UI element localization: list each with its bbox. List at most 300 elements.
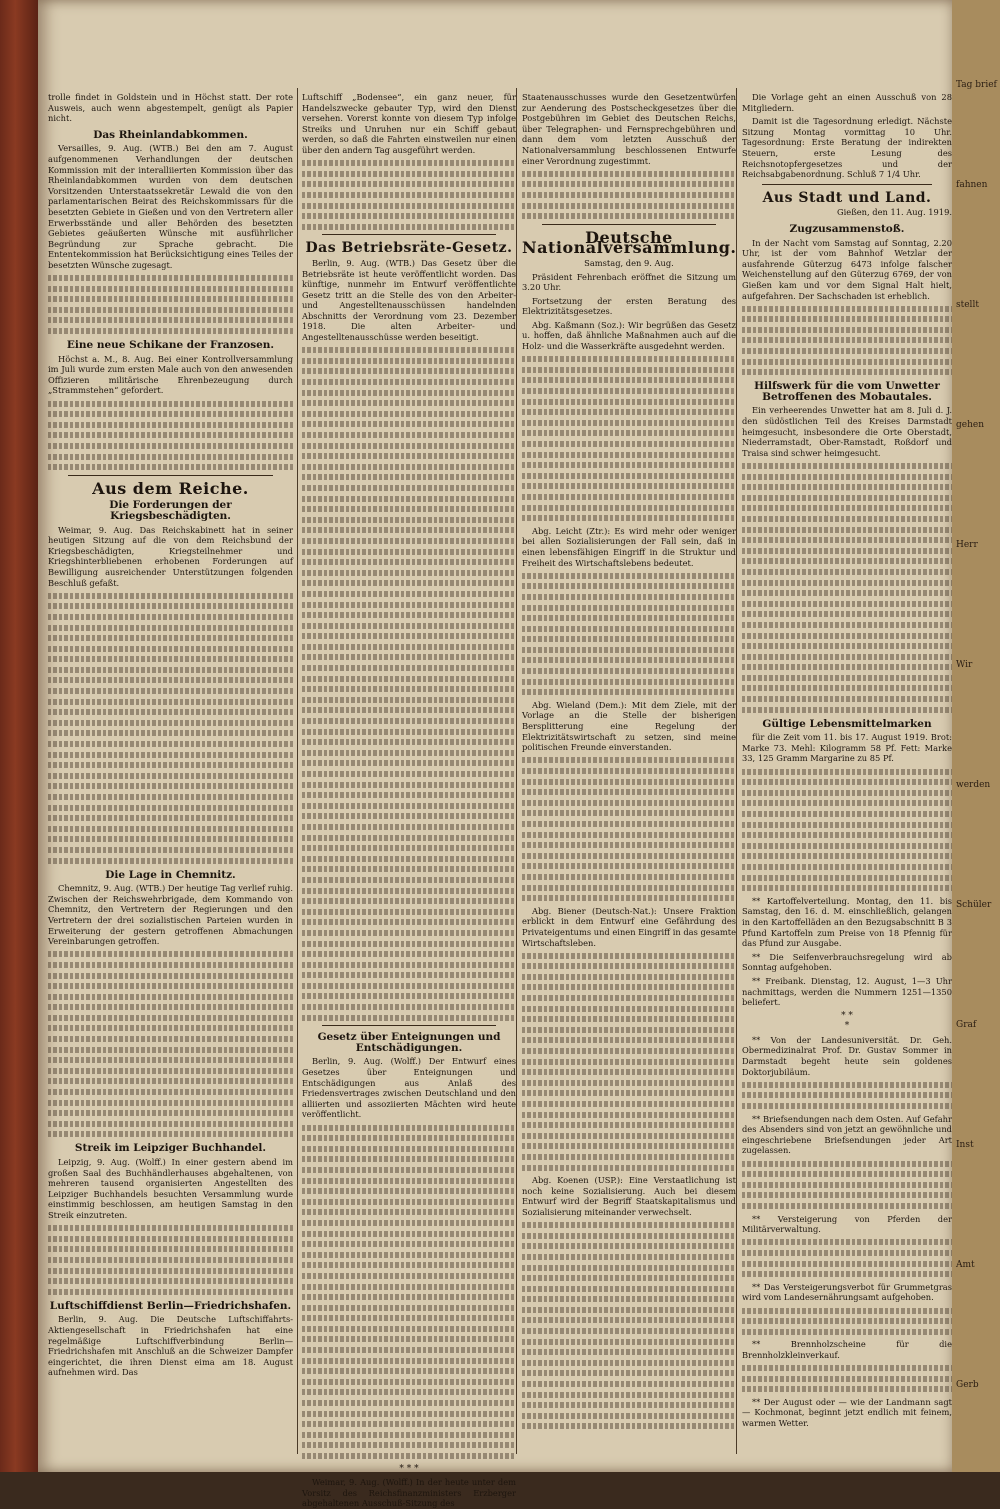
illegible-line <box>302 379 516 385</box>
article-text: für die Zeit vom 11. bis 17. August 1919. Brot: Marke 73. Mehl: Kilogramm 58 Pf. Fett: Marke 33, 125 Gramm Margarine zu 85 Pf. <box>742 732 952 764</box>
illegible-line <box>742 1250 952 1256</box>
illegible-line <box>522 1133 736 1139</box>
illegible-line <box>742 1092 952 1098</box>
illegible-line <box>48 1015 293 1021</box>
section-heading: Aus dem Reiche. <box>92 478 249 498</box>
illegible-line <box>48 1246 293 1252</box>
illegible-line <box>302 1379 516 1385</box>
illegible-line <box>302 729 516 735</box>
illegible-line <box>742 1203 952 1209</box>
headline: Die Forderungen der Kriegsbeschädigten. <box>109 499 232 522</box>
illegible-line <box>522 984 736 990</box>
illegible-line <box>302 192 516 198</box>
illegible-line <box>742 633 952 639</box>
illegible-line <box>742 484 952 490</box>
adjacent-page-text: gehen <box>956 420 985 430</box>
illegible-line <box>742 569 952 575</box>
illegible-line <box>522 420 736 426</box>
illegible-line <box>742 864 952 870</box>
illegible-line <box>522 1360 736 1366</box>
illegible-line <box>302 676 516 682</box>
illegible-line <box>742 558 952 564</box>
illegible-line <box>742 1318 952 1324</box>
illegible-line <box>48 677 293 683</box>
illegible-line <box>742 790 952 796</box>
illegible-line <box>48 296 293 302</box>
article-text: ** Versteigerung von Pferden der Militärverwaltung. <box>742 1213 952 1235</box>
illegible-line <box>742 316 952 322</box>
article-text: Weimar, 9. Aug. (Wolff.) In der heute unter dem Vorsitz des Reichsfinanzministers Erzberger abgehaltenen Ausschuß-Sitzung des <box>302 1477 516 1509</box>
illegible-line <box>48 432 293 438</box>
illegible-line <box>302 697 516 703</box>
illegible-line <box>522 1254 736 1260</box>
illegible-line <box>522 615 736 621</box>
illegible-line <box>522 1059 736 1065</box>
illegible-line <box>302 1294 516 1300</box>
illegible-line <box>742 611 952 617</box>
adjacent-page-text: Inst <box>956 1140 974 1150</box>
illegible-line <box>302 866 516 872</box>
illegible-line <box>522 842 736 848</box>
illegible-line <box>48 1289 293 1295</box>
article-text: ** Kartoffelverteilung. Montag, den 11. bis Samstag, den 16. d. M. einschließlich, gelangen in den Kartoffelläden an den Bezugsabschnitt B 3 Pfund Kartoffeln zum Preise von 18 Pfennig für das Pfund zur Ausgabe. <box>742 895 952 949</box>
book-binding <box>0 0 38 1472</box>
illegible-line <box>48 1004 293 1010</box>
article-text: Damit ist die Tagesordnung erledigt. Nächste Sitzung Montag vormittag 10 Uhr. Tagesordnung: Erste Beratung der indirekten Steuern, erste Lesung des Reichsnotopfergesetzes und der Reichsabgabenordnung. Schluß 7 1/4 Uhr. <box>742 116 952 180</box>
illegible-line <box>522 483 736 489</box>
illegible-line <box>302 1209 516 1215</box>
illegible-line <box>48 307 293 313</box>
illegible-line <box>742 474 952 480</box>
illegible-line <box>302 1241 516 1247</box>
illegible-line <box>742 822 952 828</box>
article-text: Abg. Koenen (USP.): Eine Verstaatlichung ist noch keine Sozialisierung. Auch bei diesem Entwurf wird der Begriff Staatskapitalismus und Sozialisierung miteinander verwechselt. <box>522 1175 736 1217</box>
illegible-line <box>522 1275 736 1281</box>
illegible-line <box>302 1262 516 1268</box>
illegible-line <box>302 644 516 650</box>
illegible-line <box>302 1178 516 1184</box>
illegible-line <box>742 1386 952 1392</box>
illegible-line <box>48 593 293 599</box>
illegible-line <box>48 741 293 747</box>
illegible-line <box>742 1082 952 1088</box>
article-text: In der Nacht vom Samstag auf Sonntag, 2.20 Uhr, ist der vom Bahnhof Wetzlar der ausfahrende Güterzug 6473 infolge falscher Weichenstellung auf den Güterzug 6769, der von Gießen kam und vor dem Signal Halt hielt, aufgefahren. Der Sachschaden ist erheblich. <box>742 237 952 301</box>
illegible-line <box>302 559 516 565</box>
illegible-line <box>302 527 516 533</box>
illegible-line <box>742 495 952 501</box>
illegible-line <box>302 213 516 219</box>
illegible-line <box>522 1016 736 1022</box>
section-divider <box>762 184 932 185</box>
article-text: ** Von der Landesuniversität. Dr. Geh. Obermedizinalrat Prof. Dr. Gustav Sommer in Darmstadt begeht heute sein goldenes Doktorjubiläum. <box>742 1034 952 1077</box>
illegible-line <box>48 858 293 864</box>
illegible-line <box>302 941 516 947</box>
illegible-line <box>522 181 736 187</box>
illegible-line <box>48 973 293 979</box>
illegible-line <box>522 995 736 1001</box>
illegible-line <box>302 358 516 364</box>
headline: Die Lage in Chemnitz. <box>105 868 236 881</box>
illegible-line <box>48 625 293 631</box>
illegible-line <box>742 505 952 511</box>
illegible-line <box>742 779 952 785</box>
article-text: Ein verheerendes Unwetter hat am 8. Juli d. J. den südöstlichen Teil des Kreises Darmstadt heimgesucht, insbesondere die Orte Oberstadt, Niederramstadt, Ober-Ramstadt, Roßdorf und Traisa sind schwer heimgesucht. <box>742 405 952 458</box>
headline: Gesetz über Enteignungen und Entschädigungen. <box>317 1031 501 1054</box>
column-rule <box>516 88 517 1454</box>
illegible-line <box>302 203 516 209</box>
illegible-line <box>742 306 952 312</box>
illegible-line <box>302 160 516 166</box>
adjacent-page-text: stellt <box>956 300 979 310</box>
section-divider <box>322 1025 496 1026</box>
illegible-line <box>48 783 293 789</box>
illegible-line <box>48 401 293 407</box>
illegible-line <box>522 1101 736 1107</box>
illegible-line <box>522 1122 736 1128</box>
illegible-line <box>522 1339 736 1345</box>
illegible-line <box>742 664 952 670</box>
article-text: Leipzig, 9. Aug. (Wolff.) In einer gestern abend im großen Saal des Buchhändlerhauses abgehaltenen, von mehreren tausend organisierten Angestellten des Leipziger Buchhandels besuchten Versammlung wurde einstimmig beschlossen, am heutigen Samstag in den Streik einzutreten. <box>48 1157 293 1220</box>
illegible-line <box>522 1154 736 1160</box>
illegible-line <box>742 580 952 586</box>
illegible-line <box>742 359 952 365</box>
illegible-line <box>522 1027 736 1033</box>
illegible-line <box>522 441 736 447</box>
illegible-line <box>522 367 736 373</box>
illegible-line <box>522 689 736 695</box>
illegible-line <box>48 805 293 811</box>
illegible-line <box>302 390 516 396</box>
illegible-line <box>522 1265 736 1271</box>
illegible-line <box>302 443 516 449</box>
illegible-line <box>742 843 952 849</box>
article-text: Abg. Wieland (Dem.): Mit dem Ziele, mit der Vorlage an die Stelle der bisherigen Bersplitterung eine Regelung der Elektrizitätswirtschaft zu setzen, sind meine politischen Freunde einverstanden. <box>522 699 736 753</box>
illegible-line <box>48 720 293 726</box>
illegible-line <box>48 709 293 715</box>
article-text: Berlin, 9. Aug. (Wolff.) Der Entwurf eines Gesetzes über Enteignungen und Entschädigungen aus Anlaß des Friedensvertrages zwischen Deutschland und den alliierten und assoziierten Mächten wird heute veröffentlicht. <box>302 1056 516 1120</box>
illegible-line <box>522 399 736 405</box>
column-2 <box>302 92 516 1509</box>
illegible-line <box>48 667 293 673</box>
illegible-line <box>48 773 293 779</box>
illegible-line <box>302 1015 516 1021</box>
illegible-line <box>522 626 736 632</box>
illegible-line <box>302 835 516 841</box>
illegible-line <box>302 1358 516 1364</box>
illegible-line <box>48 1078 293 1084</box>
illegible-line <box>48 688 293 694</box>
headline: Luftschiffdienst Berlin—Friedrichshafen. <box>49 1299 292 1312</box>
illegible-line <box>302 538 516 544</box>
illegible-line <box>742 537 952 543</box>
article-text: Weimar, 9. Aug. Das Reichskabinett hat in seiner heutigen Sitzung auf die von dem Reichsbund der Kriegsbeschädigten, Kriegsteilnehmer und Kriegshinterbliebenen erhobenen Forderungen auf Bewilligung ausreichender Unterstützungen folgenden Beschluß gefaßt. <box>48 524 293 588</box>
section-divider <box>68 475 273 476</box>
illegible-line <box>302 1252 516 1258</box>
illegible-line <box>742 622 952 628</box>
illegible-line <box>48 286 293 292</box>
illegible-line <box>522 1006 736 1012</box>
illegible-line <box>522 1243 736 1249</box>
illegible-line <box>302 612 516 618</box>
illegible-line <box>742 1239 952 1245</box>
illegible-line <box>48 826 293 832</box>
illegible-line <box>302 432 516 438</box>
article-text: Versailles, 9. Aug. (WTB.) Bei den am 7. August aufgenommenen Verhandlungen der deutschen Kommission mit der interalliierten Kommission über das Rheinlandabkommen wurden von dem deutschen Vorsitzenden Unterstaatssekretär Lewald die von den parlamentarischen Beirat des Reichskommissars für die besetzten Gebiete in Gießen und von den Vertretern aller Erwerbsstände und aller Behörden des besetzten Gebietes geäußerten Wünsche mit ausführlicher Begründung zur Sprache gebracht. Die Ententekommission hat Berücksichtigung eines Teiles der besetzten Wünsche zugesagt. <box>48 143 293 270</box>
illegible-line <box>302 623 516 629</box>
lead-paragraph: Luftschiff „Bodensee“, ein ganz neuer, für Handelszwecke gebauter Typ, wird den Dienst versehen. Vorerst konnte von diesem Typ infolge Streiks und Unruhen nur ein Schiff gebaut werden, so daß die Fahrten einstweilen nur einen über den andern Tag ausgeführt werden. <box>302 92 516 155</box>
illegible-line <box>522 377 736 383</box>
illegible-line <box>302 421 516 427</box>
illegible-line <box>302 845 516 851</box>
illegible-line <box>302 1199 516 1205</box>
illegible-line <box>522 1349 736 1355</box>
illegible-line <box>48 614 293 620</box>
illegible-line <box>742 769 952 775</box>
section-heading: Aus Stadt und Land. <box>762 189 932 206</box>
illegible-line <box>302 181 516 187</box>
illegible-line <box>522 1328 736 1334</box>
illegible-line <box>302 803 516 809</box>
illegible-line <box>302 224 516 230</box>
illegible-line <box>522 963 736 969</box>
illegible-line <box>48 422 293 428</box>
illegible-line <box>48 752 293 758</box>
illegible-line <box>302 1156 516 1162</box>
illegible-line <box>522 821 736 827</box>
illegible-line <box>742 1261 952 1267</box>
illegible-line <box>48 1025 293 1031</box>
illegible-line <box>522 974 736 980</box>
illegible-line <box>522 430 736 436</box>
illegible-line <box>742 654 952 660</box>
illegible-line <box>522 668 736 674</box>
illegible-line <box>522 388 736 394</box>
illegible-line <box>302 1453 516 1459</box>
illegible-line <box>48 454 293 460</box>
illegible-line <box>48 962 293 968</box>
illegible-line <box>302 1146 516 1152</box>
illegible-line <box>302 1167 516 1173</box>
article-text: ** Briefsendungen nach dem Osten. Auf Gefahr des Absenders sind von jetzt an gewöhnliche und eingeschriebene Briefsendungen jeder Art zugelassen. <box>742 1113 952 1156</box>
illegible-line <box>48 1036 293 1042</box>
illegible-line <box>522 1307 736 1313</box>
headline: Gültige Lebensmittelmarken <box>762 717 932 730</box>
illegible-line <box>522 768 736 774</box>
illegible-line <box>522 1296 736 1302</box>
section-heading: Deutsche Nationalversammlung. <box>522 227 737 258</box>
illegible-line <box>48 275 293 281</box>
illegible-line <box>522 779 736 785</box>
illegible-line <box>48 983 293 989</box>
illegible-line <box>302 888 516 894</box>
illegible-line <box>48 951 293 957</box>
illegible-line <box>302 1220 516 1226</box>
illegible-line <box>48 1089 293 1095</box>
illegible-line <box>302 813 516 819</box>
illegible-line <box>522 874 736 880</box>
illegible-line <box>48 1278 293 1284</box>
illegible-line <box>48 762 293 768</box>
illegible-line <box>302 750 516 756</box>
headline: Eine neue Schikane der Franzosen. <box>66 339 275 352</box>
illegible-line <box>302 1347 516 1353</box>
illegible-line <box>302 1305 516 1311</box>
illegible-line <box>302 171 516 177</box>
illegible-line <box>302 1368 516 1374</box>
illegible-line <box>48 328 293 334</box>
article-text: Samstag, den 9. Aug. <box>584 257 674 268</box>
adjacent-page-text: Gerb <box>956 1380 979 1390</box>
illegible-line <box>302 580 516 586</box>
illegible-line <box>302 654 516 660</box>
illegible-line <box>522 1317 736 1323</box>
illegible-line <box>522 647 736 653</box>
article-text: ** Das Versteigerungsverbot für Grummetgras wird vom Landesernährungsamt aufgehoben. <box>742 1281 952 1303</box>
illegible-line <box>302 760 516 766</box>
illegible-line <box>48 443 293 449</box>
adjacent-page-edge <box>952 0 1000 1472</box>
illegible-line <box>742 1376 952 1382</box>
column-rule <box>297 88 298 1454</box>
illegible-line <box>302 1326 516 1332</box>
adjacent-page-text: Wir <box>956 660 973 670</box>
illegible-line <box>522 1048 736 1054</box>
illegible-line <box>302 411 516 417</box>
illegible-line <box>742 1103 952 1109</box>
illegible-line <box>742 337 952 343</box>
article-text: ** Der August oder — wie der Landmann sagt — Kochmonat, beginnt jetzt endlich mit feinem, warmen Wetter. <box>742 1396 952 1429</box>
adjacent-page-text: Tag brief <box>956 80 997 90</box>
illegible-line <box>302 665 516 671</box>
illegible-line <box>742 1182 952 1188</box>
illegible-line <box>742 832 952 838</box>
illegible-line <box>522 573 736 579</box>
illegible-line <box>302 1135 516 1141</box>
illegible-line <box>302 1231 516 1237</box>
illegible-line <box>302 856 516 862</box>
adjacent-page-text: Herr <box>956 540 978 550</box>
illegible-line <box>742 348 952 354</box>
article-text: ** Freibank. Dienstag, 12. August, 1—3 Uhr nachmittags, werden die Nummern 1251—1350 beliefert. <box>742 975 952 1008</box>
illegible-line <box>522 885 736 891</box>
section-heading: Das Betriebsräte-Gesetz. <box>305 240 513 257</box>
illegible-line <box>742 675 952 681</box>
illegible-line <box>742 527 952 533</box>
lead-paragraph: Die Vorlage geht an einen Ausschuß von 28 Mitgliedern. <box>742 92 952 113</box>
adjacent-page-text: werden <box>956 780 991 790</box>
illegible-line <box>302 453 516 459</box>
illegible-line <box>302 1336 516 1342</box>
illegible-line <box>522 679 736 685</box>
illegible-line <box>522 1286 736 1292</box>
illegible-line <box>522 452 736 458</box>
article-text: Abg. Biener (Deutsch-Nat.): Unsere Fraktion erblickt in dem Entwurf eine Gefährdung des Privateigentums und einen Eingriff in das gesamte Wirtschaftsleben. <box>522 905 737 948</box>
illegible-line <box>48 815 293 821</box>
illegible-line <box>742 1171 952 1177</box>
illegible-line <box>48 1110 293 1116</box>
illegible-line <box>302 1400 516 1406</box>
illegible-line <box>48 1225 293 1231</box>
illegible-line <box>48 635 293 641</box>
illegible-line <box>302 771 516 777</box>
illegible-line <box>522 1165 736 1171</box>
section-divider <box>542 224 716 225</box>
illegible-line <box>522 1069 736 1075</box>
section-divider <box>322 234 496 235</box>
illegible-line <box>302 1411 516 1417</box>
illegible-line <box>302 474 516 480</box>
illegible-line <box>48 464 293 470</box>
column-rule <box>736 88 737 1454</box>
illegible-line <box>742 601 952 607</box>
illegible-line <box>302 718 516 724</box>
illegible-line <box>302 983 516 989</box>
illegible-line <box>742 685 952 691</box>
article-text: Fortsetzung der ersten Beratung des Elektrizitätsgesetzes. <box>522 295 736 317</box>
illegible-line <box>522 1413 736 1419</box>
illegible-line <box>742 548 952 554</box>
illegible-line <box>522 863 736 869</box>
illegible-line <box>522 1037 736 1043</box>
illegible-line <box>48 794 293 800</box>
illegible-line <box>302 877 516 883</box>
illegible-line <box>302 496 516 502</box>
illegible-line <box>522 409 736 415</box>
illegible-line <box>302 962 516 968</box>
illegible-line <box>522 1402 736 1408</box>
illegible-line <box>742 1271 952 1277</box>
illegible-line <box>48 994 293 1000</box>
illegible-line <box>302 368 516 374</box>
illegible-line <box>302 824 516 830</box>
illegible-line <box>302 464 516 470</box>
illegible-line <box>48 730 293 736</box>
illegible-line <box>742 875 952 881</box>
illegible-line <box>302 591 516 597</box>
headline: Hilfswerk für die vom Unwetter Betroffenen des Mobautales. <box>754 380 940 403</box>
illegible-line <box>302 1389 516 1395</box>
illegible-line <box>302 993 516 999</box>
illegible-line <box>742 643 952 649</box>
illegible-line <box>522 583 736 589</box>
adjacent-page-text: Schüler <box>956 900 992 910</box>
illegible-line <box>302 549 516 555</box>
illegible-line <box>48 1121 293 1127</box>
illegible-line <box>522 1392 736 1398</box>
illegible-line <box>48 1236 293 1242</box>
headline: Das Rheinlandabkommen. <box>93 128 248 141</box>
illegible-line <box>302 1125 516 1131</box>
column-1 <box>48 92 293 1491</box>
illegible-line <box>302 1004 516 1010</box>
article-text: Berlin, 9. Aug. (WTB.) Das Gesetz über die Betriebsräte ist heute veröffentlicht worden. Das künftige, nunmehr im Entwurf veröffentlichte Gesetz tritt an die Stelle des von den Arbeiter- und Angestelltenausschüssen handelnden Abschnitts der Verordnung vom 23. Dezember 1918. Die alten Arbeiter- und Angestelltenausschüsse werden beseitigt. <box>302 257 516 343</box>
illegible-line <box>48 656 293 662</box>
illegible-line <box>742 885 952 891</box>
illegible-line <box>522 213 736 219</box>
illegible-line <box>522 473 736 479</box>
illegible-line <box>522 1112 736 1118</box>
illegible-line <box>48 847 293 853</box>
illegible-line <box>522 1423 736 1429</box>
illegible-line <box>522 810 736 816</box>
illegible-line <box>302 782 516 788</box>
illegible-line <box>302 792 516 798</box>
illegible-line <box>302 485 516 491</box>
illegible-line <box>48 1047 293 1053</box>
illegible-line <box>302 1432 516 1438</box>
illegible-line <box>48 1100 293 1106</box>
illegible-line <box>742 1192 952 1198</box>
